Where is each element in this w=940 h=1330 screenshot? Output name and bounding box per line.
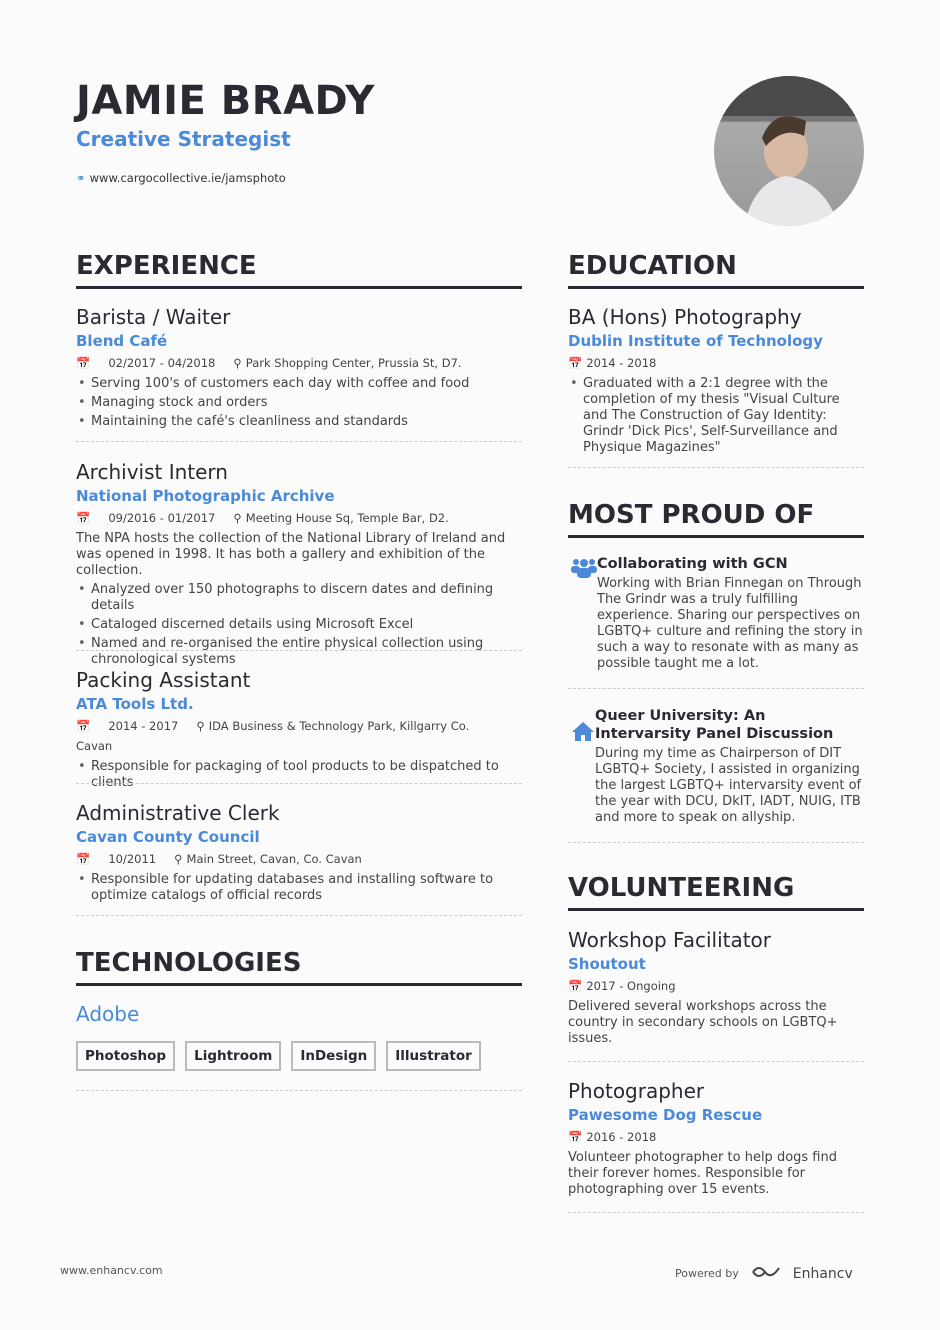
divider — [568, 1061, 864, 1062]
calendar-icon: 📅 — [76, 356, 91, 370]
footer-site[interactable]: www.enhancv.com — [60, 1264, 163, 1277]
volunteer-entry — [568, 1079, 864, 1198]
dates: 2014 - 2018 — [586, 356, 657, 370]
divider — [76, 441, 522, 442]
location-pin-icon: ⚲ — [233, 356, 242, 370]
proud-text: During my time as Chairperson of DIT LGBTQ+ Society, I assisted in organizing the largest LGBTQ+ intervarsity event of the year with DCU, DkIT, IADT, NUIG, ITB and more to speak on allyship. — [595, 746, 862, 825]
location-pin-icon: ⚲ — [233, 511, 242, 525]
bullet: • Managing stock and orders — [76, 395, 522, 411]
brand: Enhancv — [792, 1265, 853, 1282]
divider — [76, 650, 522, 651]
degree: BA (Hons) Photography — [568, 305, 802, 329]
calendar-icon: 📅 — [76, 852, 91, 866]
job-title: Administrative Clerk — [76, 801, 280, 825]
bullet: • Named and re-organised the entire physical collection using chronological systems — [76, 636, 522, 668]
bullet: • Responsible for packaging of tool products to be dispatched to clients — [76, 759, 522, 791]
tag: Illustrator — [386, 1041, 481, 1071]
divider — [76, 1090, 522, 1091]
section-volunteering: VOLUNTEERING — [568, 872, 864, 911]
divider — [76, 783, 522, 784]
link-text: www.cargocollective.ie/jamsphoto — [89, 171, 286, 185]
dates: 10/2011 — [108, 852, 157, 866]
location: Park Shopping Center, Prussia St, D7. — [245, 356, 462, 370]
dates: 2017 - Ongoing — [586, 979, 676, 993]
portfolio-link[interactable] — [76, 170, 286, 186]
organization: Shoutout — [568, 955, 646, 973]
dates: 2014 - 2017 — [108, 719, 179, 733]
proud-item — [568, 555, 864, 672]
tag: InDesign — [291, 1041, 376, 1071]
company: Blend Café — [76, 332, 168, 350]
description: Delivered several workshops across the country in secondary schools on LGBTQ+ issues. — [568, 999, 838, 1046]
tag: Lightroom — [185, 1041, 281, 1071]
bullet: • Analyzed over 150 photographs to discern dates and defining details — [76, 582, 522, 614]
bullet: • Maintaining the café's cleanliness and standards — [76, 414, 522, 430]
calendar-icon: 📅 — [568, 1130, 583, 1144]
home-icon — [568, 707, 595, 826]
candidate-role: Creative Strategist — [76, 127, 291, 151]
location: Meeting House Sq, Temple Bar, D2. — [245, 511, 449, 525]
section-experience: EXPERIENCE — [76, 250, 522, 289]
description: The NPA hosts the collection of the National Library of Ireland and was opened in 1998. It has both a gallery and exhibition of the collection. — [76, 531, 506, 578]
description: Volunteer photographer to help dogs find their forever homes. Responsible for photographing over 15 events. — [568, 1150, 837, 1197]
school: Dublin Institute of Technology — [568, 332, 823, 350]
divider — [568, 1212, 864, 1213]
dates: 2016 - 2018 — [586, 1130, 657, 1144]
powered-by: Powered by — [675, 1267, 739, 1280]
job-title: Packing Assistant — [76, 668, 251, 692]
company: ATA Tools Ltd. — [76, 695, 194, 713]
experience-entry — [76, 668, 522, 791]
volunteer-title: Photographer — [568, 1079, 705, 1103]
dates: 02/2017 - 04/2018 — [108, 356, 216, 370]
section-technologies: TECHNOLOGIES — [76, 947, 522, 986]
location: IDA Business & Technology Park, Killgarry Co. Cavan — [76, 719, 470, 753]
divider — [568, 467, 864, 468]
job-title: Archivist Intern — [76, 460, 228, 484]
proud-item — [568, 707, 864, 826]
location: Main Street, Cavan, Co. Cavan — [186, 852, 362, 866]
bullet: • Graduated with a 2:1 degree with the completion of my thesis "Visual Culture and The Construction of Gay Identity: Grindr 'Dick Pics', Self-Surveillance and Physique Magazines" — [568, 376, 864, 456]
link-icon: ⚭ — [76, 171, 86, 185]
volunteer-entry — [568, 928, 864, 1047]
calendar-icon: 📅 — [76, 511, 91, 525]
company: National Photographic Archive — [76, 487, 335, 505]
location-pin-icon: ⚲ — [174, 852, 183, 866]
calendar-icon: 📅 — [568, 356, 583, 370]
company: Cavan County Council — [76, 828, 260, 846]
experience-entry — [76, 460, 522, 668]
education-entry — [568, 305, 864, 456]
experience-entry — [76, 801, 522, 904]
candidate-name: JAMIE BRADY — [76, 78, 375, 124]
section-most-proud-of: MOST PROUD OF — [568, 499, 864, 538]
location-pin-icon: ⚲ — [196, 719, 205, 733]
bullet: • Serving 100's of customers each day with coffee and food — [76, 376, 522, 392]
divider — [76, 915, 522, 916]
section-education: EDUCATION — [568, 250, 864, 289]
job-title: Barista / Waiter — [76, 305, 231, 329]
proud-title: Collaborating with GCN — [597, 556, 788, 572]
bullet: • Responsible for updating databases and installing software to optimize catalogs of official records — [76, 872, 522, 904]
experience-entry — [76, 305, 522, 430]
tech-tags — [76, 1041, 522, 1071]
proud-text: Working with Brian Finnegan on Through The Grindr was a truly fulfilling experience. Sharing our perspectives on LGBTQ+ culture and refining the story in such a way to resonate with as many as possible taught me a lot. — [597, 576, 863, 671]
calendar-icon: 📅 — [76, 719, 91, 733]
tag: Photoshop — [76, 1041, 175, 1071]
divider — [568, 688, 864, 689]
dates: 09/2016 - 01/2017 — [108, 511, 216, 525]
proud-title: Queer University: An Intervarsity Panel Discussion — [595, 708, 834, 742]
organization: Pawesome Dog Rescue — [568, 1106, 763, 1124]
volunteer-title: Workshop Facilitator — [568, 928, 772, 952]
users-icon — [568, 555, 597, 672]
calendar-icon: 📅 — [568, 979, 583, 993]
divider — [568, 842, 864, 843]
bullet: • Cataloged discerned details using Microsoft Excel — [76, 617, 522, 633]
enhancv-logo-icon — [751, 1264, 781, 1283]
avatar — [714, 76, 864, 226]
tech-group: Adobe — [76, 1002, 140, 1026]
footer-powered — [675, 1264, 853, 1283]
